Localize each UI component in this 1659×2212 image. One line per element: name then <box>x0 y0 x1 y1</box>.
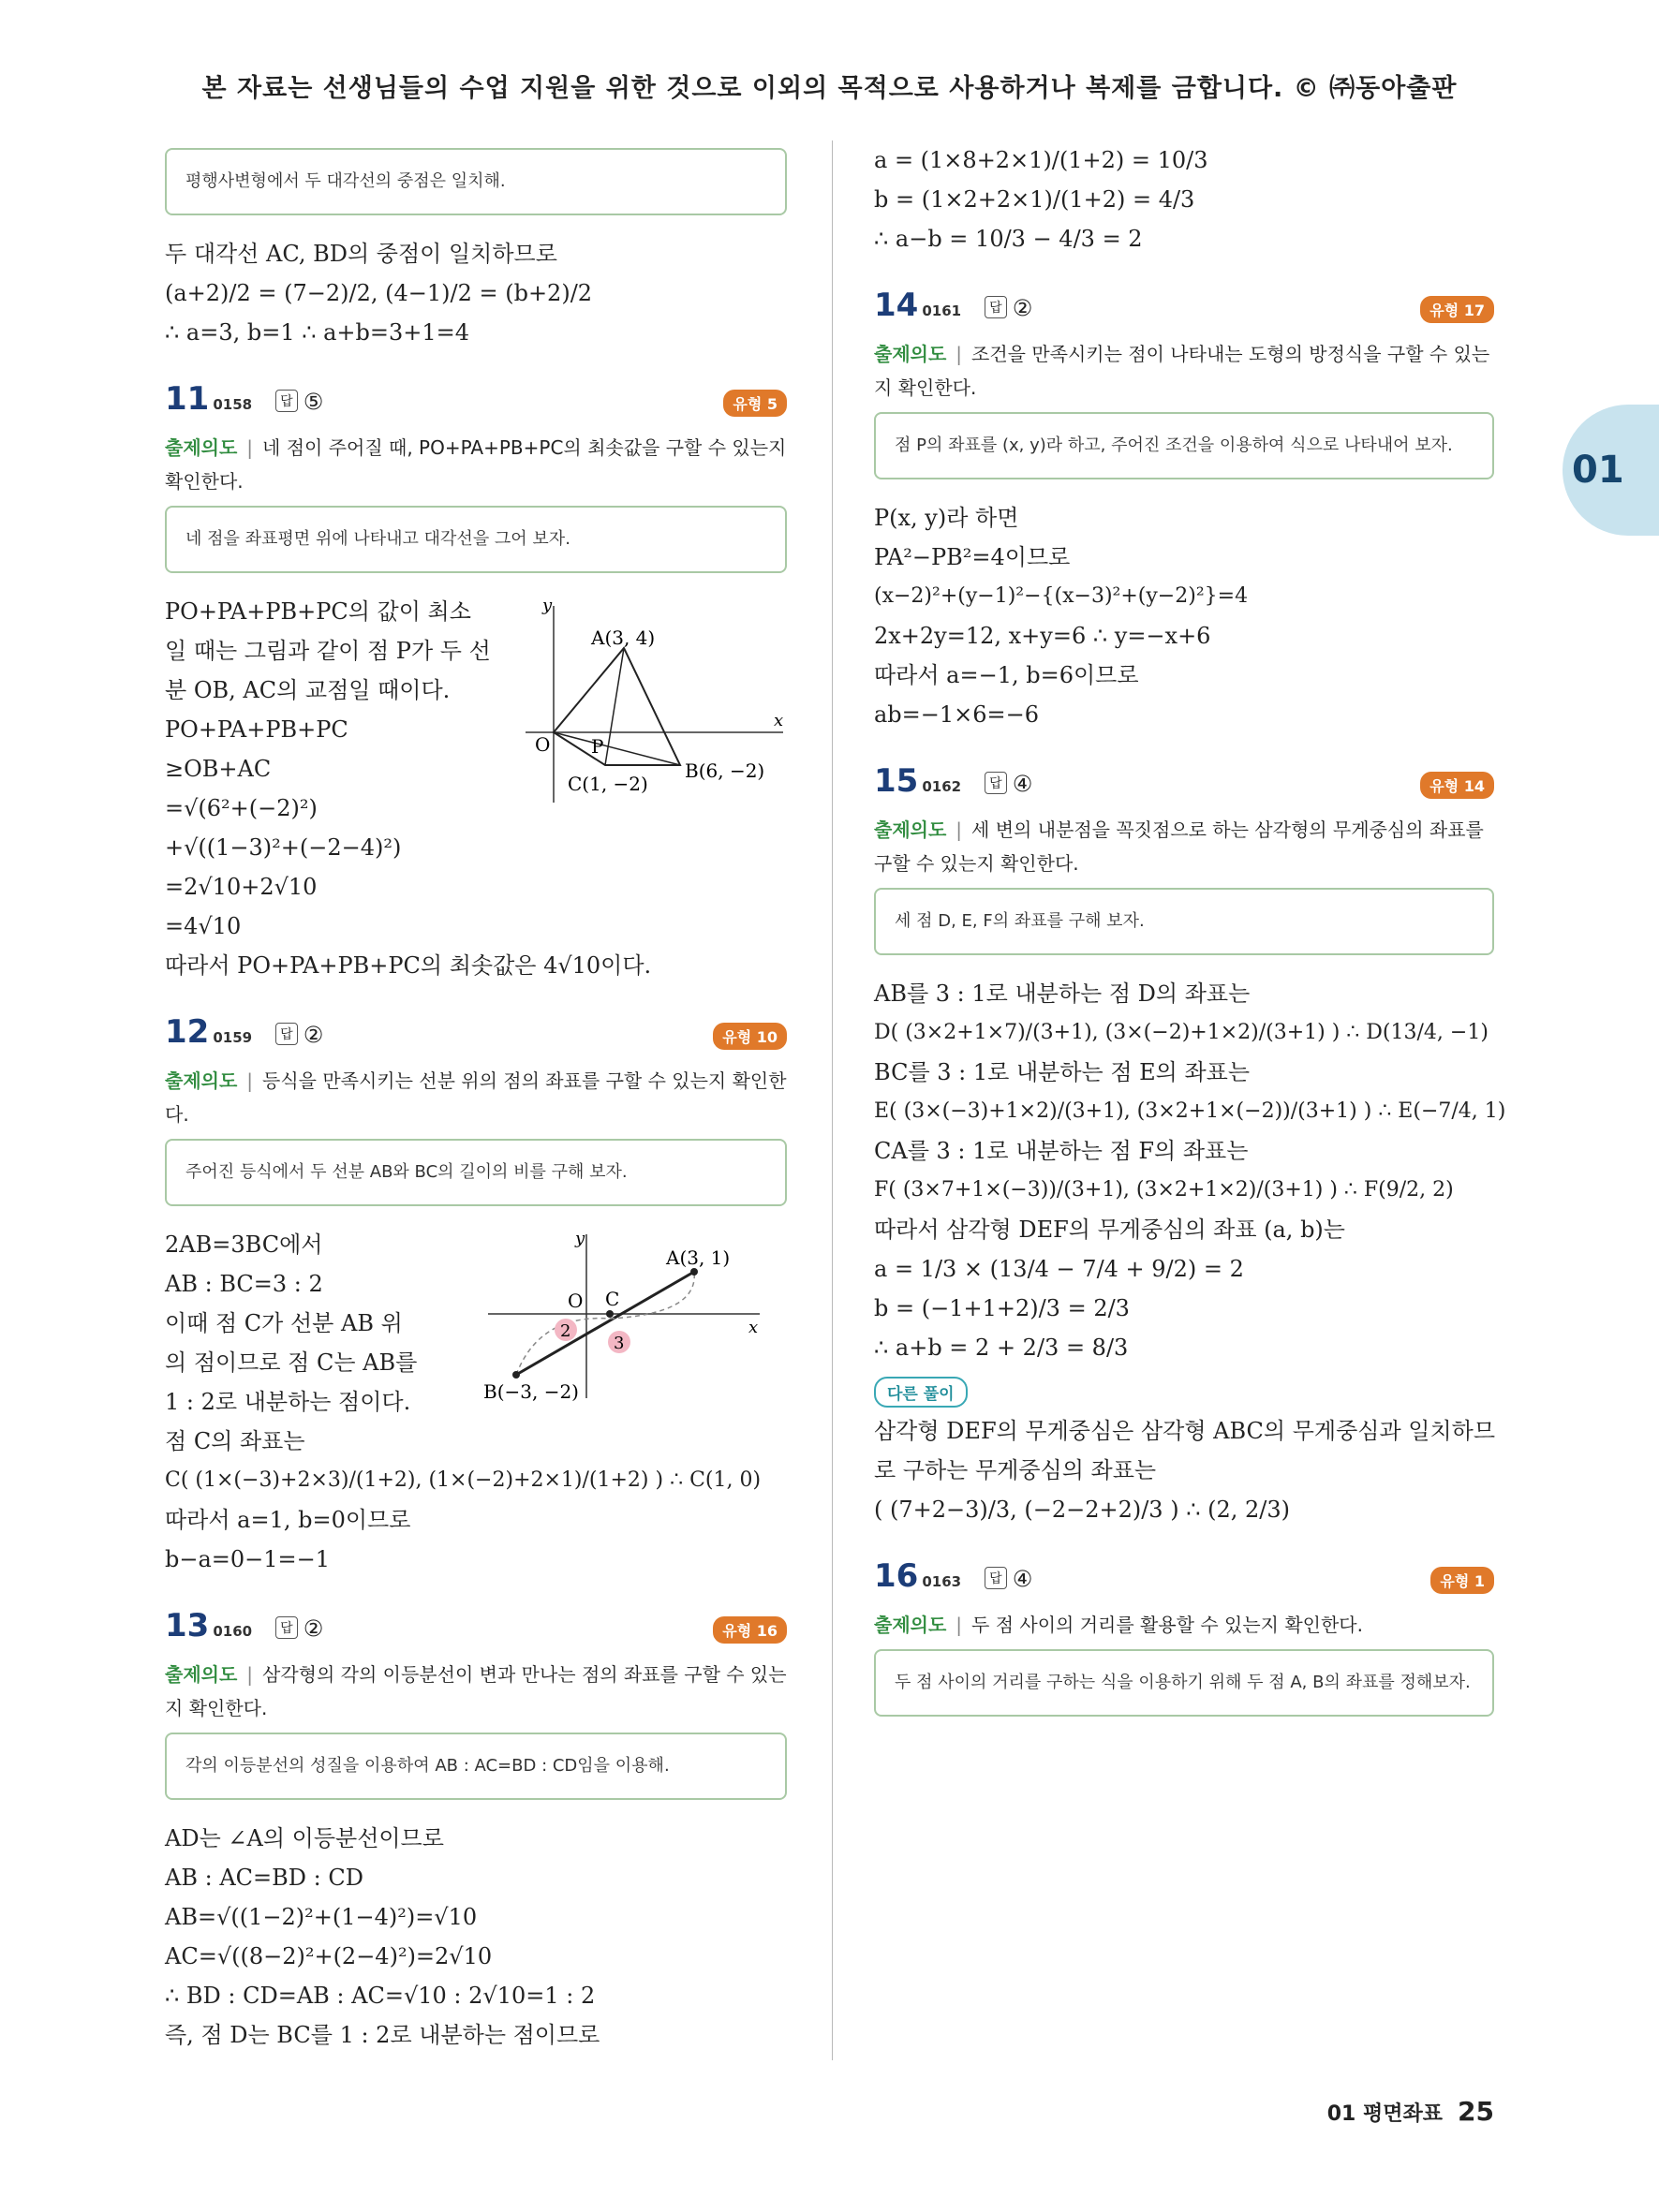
solution-line: E( (3×(−3)+1×2)/(3+1), (3×2+1×(−2))/(3+1) ) ∴ E(−7/4, 1) <box>874 1099 1506 1123</box>
solution-line: (x−2)²+(y−1)²−{(x−3)²+(y−2)²}=4 <box>874 584 1249 608</box>
hint-box: 평행사변형에서 두 대각선의 중점은 일치해. <box>165 148 787 215</box>
q12-solution <box>165 1225 787 1579</box>
answer-value: ② <box>303 1615 324 1642</box>
ratio-3-label: 3 <box>614 1334 625 1353</box>
solution-line: D( (3×2+1×7)/(3+1), (3×(−2)+1×2)/(3+1) ) ∴ D(13/4, −1) <box>874 1021 1489 1044</box>
intent: 출제의도 | 등식을 만족시키는 선분 위의 점의 좌표를 구할 수 있는지 확인한다. <box>165 1069 787 1126</box>
answer-label: 답 <box>985 772 1007 794</box>
answer-value: ② <box>303 1022 324 1048</box>
chapter-tab: 01 <box>1563 405 1659 536</box>
solution-line: b = (1×2+2×1)/(1+2) = 4/3 <box>874 186 1195 213</box>
question-number: 13 <box>165 1607 210 1644</box>
solution-line: a = (1×8+2×1)/(1+2) = 10/3 <box>874 147 1208 173</box>
type-badge: 유형 16 <box>713 1616 787 1644</box>
point-p-label: P <box>591 735 604 758</box>
point-c-label: C(1, −2) <box>568 773 648 795</box>
solution-line: 즉, 점 D는 BC를 1 : 2로 내분하는 점이므로 <box>165 2022 600 2048</box>
solution-line: 일 때는 그림과 같이 점 P가 두 선 <box>165 638 491 664</box>
answer-label: 답 <box>275 1616 298 1639</box>
hint-box: 점 P의 좌표를 (x, y)라 하고, 주어진 조건을 이용하여 식으로 나타내어 보자. <box>874 412 1494 479</box>
type-badge: 유형 17 <box>1420 296 1494 323</box>
q11-solution <box>165 592 787 985</box>
right-column <box>874 140 1506 1735</box>
axis-x-label: x <box>748 1318 759 1337</box>
solution-line: ( (7+2−3)/3, (−2−2+2)/3 ) ∴ (2, 2/3) <box>874 1497 1290 1523</box>
column-divider <box>832 140 833 2060</box>
chapter-label: 01 평면좌표 <box>1326 2102 1444 2126</box>
answer-label: 답 <box>275 1023 298 1045</box>
solution-line: 따라서 a=1, b=0이므로 <box>165 1507 411 1533</box>
question-header <box>165 380 787 427</box>
solution-line: 따라서 a=−1, b=6이므로 <box>874 662 1139 688</box>
question-number: 11 <box>165 380 210 418</box>
solution-line: 2x+2y=12, x+y=6 ∴ y=−x+6 <box>874 623 1211 649</box>
ratio-2-label: 2 <box>560 1321 571 1341</box>
intent: 출제의도 | 삼각형의 각의 이등분선이 변과 만나는 점의 좌표를 구할 수 있는지 확인한다. <box>165 1663 787 1719</box>
solution-line: (a+2)/2 = (7−2)/2, (4−1)/2 = (b+2)/2 <box>165 280 593 306</box>
hint-box: 각의 이등분선의 성질을 이용하여 AB : AC=BD : CD임을 이용해. <box>165 1733 787 1800</box>
solution-line: AB를 3 : 1로 내분하는 점 D의 좌표는 <box>874 981 1251 1007</box>
point-c-label: C <box>605 1288 620 1310</box>
solution-line: 로 구하는 무게중심의 좌표는 <box>874 1457 1157 1483</box>
question-number: 12 <box>165 1013 210 1051</box>
origin-label: O <box>568 1290 584 1312</box>
answer-label: 답 <box>985 296 1007 318</box>
solution-line: 이때 점 C가 선분 AB 위 <box>165 1310 403 1336</box>
answer-value: ④ <box>1012 771 1033 797</box>
hint-box: 주어진 등식에서 두 선분 AB와 BC의 길이의 비를 구해 보자. <box>165 1139 787 1206</box>
type-badge: 유형 10 <box>713 1023 787 1050</box>
answer-label: 답 <box>985 1567 1007 1589</box>
solution-line: AB=√((1−2)²+(1−4)²)=√10 <box>165 1904 478 1930</box>
hint-box: 두 점 사이의 거리를 구하는 식을 이용하기 위해 두 점 A, B의 좌표를 정해보자. <box>874 1649 1494 1717</box>
solution-line: AD는 ∠A의 이등분선이므로 <box>165 1825 444 1851</box>
solution-line: CA를 3 : 1로 내분하는 점 F의 좌표는 <box>874 1138 1249 1164</box>
point-b-label: B(6, −2) <box>685 759 765 782</box>
solution-line: =4√10 <box>165 913 242 939</box>
solution-line: P(x, y)라 하면 <box>874 505 1019 531</box>
intent: 출제의도 | 두 점 사이의 거리를 활용할 수 있는지 확인한다. <box>874 1614 1363 1636</box>
solution-line: 1 : 2로 내분하는 점이다. <box>165 1389 411 1415</box>
question-id: 0163 <box>922 1573 962 1590</box>
solution-line: b = (−1+1+2)/3 = 2/3 <box>874 1295 1130 1321</box>
question-number: 15 <box>874 762 919 800</box>
answer-value: ② <box>1012 295 1033 321</box>
solution-line: ∴ a+b = 2 + 2/3 = 8/3 <box>874 1335 1129 1361</box>
point-b-label: B(−3, −2) <box>483 1380 579 1403</box>
question-id: 0162 <box>922 778 962 795</box>
solution-line: ∴ a−b = 10/3 − 4/3 = 2 <box>874 226 1143 252</box>
point-a-label: A(3, 4) <box>591 627 656 649</box>
solution-line: AC=√((8−2)²+(2−4)²)=2√10 <box>165 1943 493 1969</box>
answer-value: ⑤ <box>303 389 324 415</box>
answer-label: 답 <box>275 390 298 412</box>
hint-box: 세 점 D, E, F의 좌표를 구해 보자. <box>874 888 1494 955</box>
solution-line: =2√10+2√10 <box>165 874 318 900</box>
q11-figure <box>516 592 788 807</box>
solution-line: 분 OB, AC의 교점일 때이다. <box>165 677 451 703</box>
solution-line: C( (1×(−3)+2×3)/(1+2), (1×(−2)+2×1)/(1+2) ) ∴ C(1, 0) <box>165 1468 762 1492</box>
question-id: 0159 <box>213 1029 253 1046</box>
point-a-label: A(3, 1) <box>666 1246 731 1269</box>
solution-line: 점 C의 좌표는 <box>165 1428 305 1454</box>
solution-line: 따라서 PO+PA+PB+PC의 최솟값은 4√10이다. <box>165 952 652 979</box>
intent: 출제의도 | 세 변의 내분점을 꼭짓점으로 하는 삼각형의 무게중심의 좌표를 구할 수 있는지 확인한다. <box>874 818 1484 875</box>
question-id: 0160 <box>213 1623 253 1640</box>
question-header <box>165 1607 787 1654</box>
question-header <box>874 1557 1494 1604</box>
solution-line: ∴ a=3, b=1 ∴ a+b=3+1=4 <box>165 319 470 346</box>
intent: 출제의도 | 네 점이 주어질 때, PO+PA+PB+PC의 최솟값을 구할 수 있는지 확인한다. <box>165 436 787 493</box>
solution-line: ab=−1×6=−6 <box>874 701 1040 728</box>
solution-line: b−a=0−1=−1 <box>165 1546 331 1572</box>
type-badge: 유형 14 <box>1420 772 1494 799</box>
hint-box: 네 점을 좌표평면 위에 나타내고 대각선을 그어 보자. <box>165 506 787 573</box>
solution-line: PA²−PB²=4이므로 <box>874 544 1071 570</box>
solution-line: PO+PA+PB+PC의 값이 최소 <box>165 598 471 625</box>
q12-figure <box>483 1225 764 1403</box>
solution-line: F( (3×7+1×(−3))/(3+1), (3×2+1×2)/(3+1) ) ∴ F(9/2, 2) <box>874 1178 1454 1202</box>
copyright-notice: 본 자료는 선생님들의 수업 지원을 위한 것으로 이외의 목적으로 사용하거나 복제를 금합니다. © ㈜동아출판 <box>201 74 1458 103</box>
question-id: 0161 <box>922 302 962 319</box>
question-header <box>165 1013 787 1060</box>
solution-line: ≥OB+AC <box>165 756 272 782</box>
axis-x-label: x <box>774 711 784 730</box>
answer-value: ④ <box>1012 1566 1033 1592</box>
intent: 출제의도 | 조건을 만족시키는 점이 나타내는 도형의 방정식을 구할 수 있는지 확인한다. <box>874 343 1490 399</box>
solution-line: AB : BC=3 : 2 <box>165 1271 323 1297</box>
solution-line: =√(6²+(−2)²) <box>165 795 318 821</box>
page-footer <box>1327 2096 1494 2127</box>
solution-line: AB : AC=BD : CD <box>165 1865 363 1891</box>
type-badge: 유형 5 <box>723 390 787 417</box>
solution-line: 의 점이므로 점 C는 AB를 <box>165 1349 418 1376</box>
left-column <box>165 140 787 2055</box>
axis-y-label: y <box>542 596 553 615</box>
solution-line: 2AB=3BC에서 <box>165 1231 323 1258</box>
question-header <box>874 762 1494 809</box>
question-number: 14 <box>874 287 919 324</box>
solution-line: a = 1/3 × (13/4 − 7/4 + 9/2) = 2 <box>874 1256 1244 1282</box>
solution-line: +√((1−3)²+(−2−4)²) <box>165 834 402 861</box>
solution-line: ∴ BD : CD=AB : AC=√10 : 2√10=1 : 2 <box>165 1983 596 2009</box>
axis-y-label: y <box>575 1229 585 1248</box>
solution-line: BC를 3 : 1로 내분하는 점 E의 좌표는 <box>874 1059 1251 1085</box>
question-number: 16 <box>874 1557 919 1595</box>
question-header <box>874 287 1494 333</box>
solution-line: 삼각형 DEF의 무게중심은 삼각형 ABC의 무게중심과 일치하므 <box>874 1418 1496 1444</box>
page-number: 25 <box>1458 2096 1494 2127</box>
solution-line: 따라서 삼각형 DEF의 무게중심의 좌표 (a, b)는 <box>874 1217 1345 1243</box>
type-badge: 유형 1 <box>1430 1567 1494 1594</box>
question-id: 0158 <box>213 396 253 413</box>
solution-line: PO+PA+PB+PC <box>165 716 348 743</box>
origin-label: O <box>535 733 551 756</box>
alt-solution-badge: 다른 풀이 <box>874 1377 968 1408</box>
solution-line: 두 대각선 AC, BD의 중점이 일치하므로 <box>165 241 557 267</box>
